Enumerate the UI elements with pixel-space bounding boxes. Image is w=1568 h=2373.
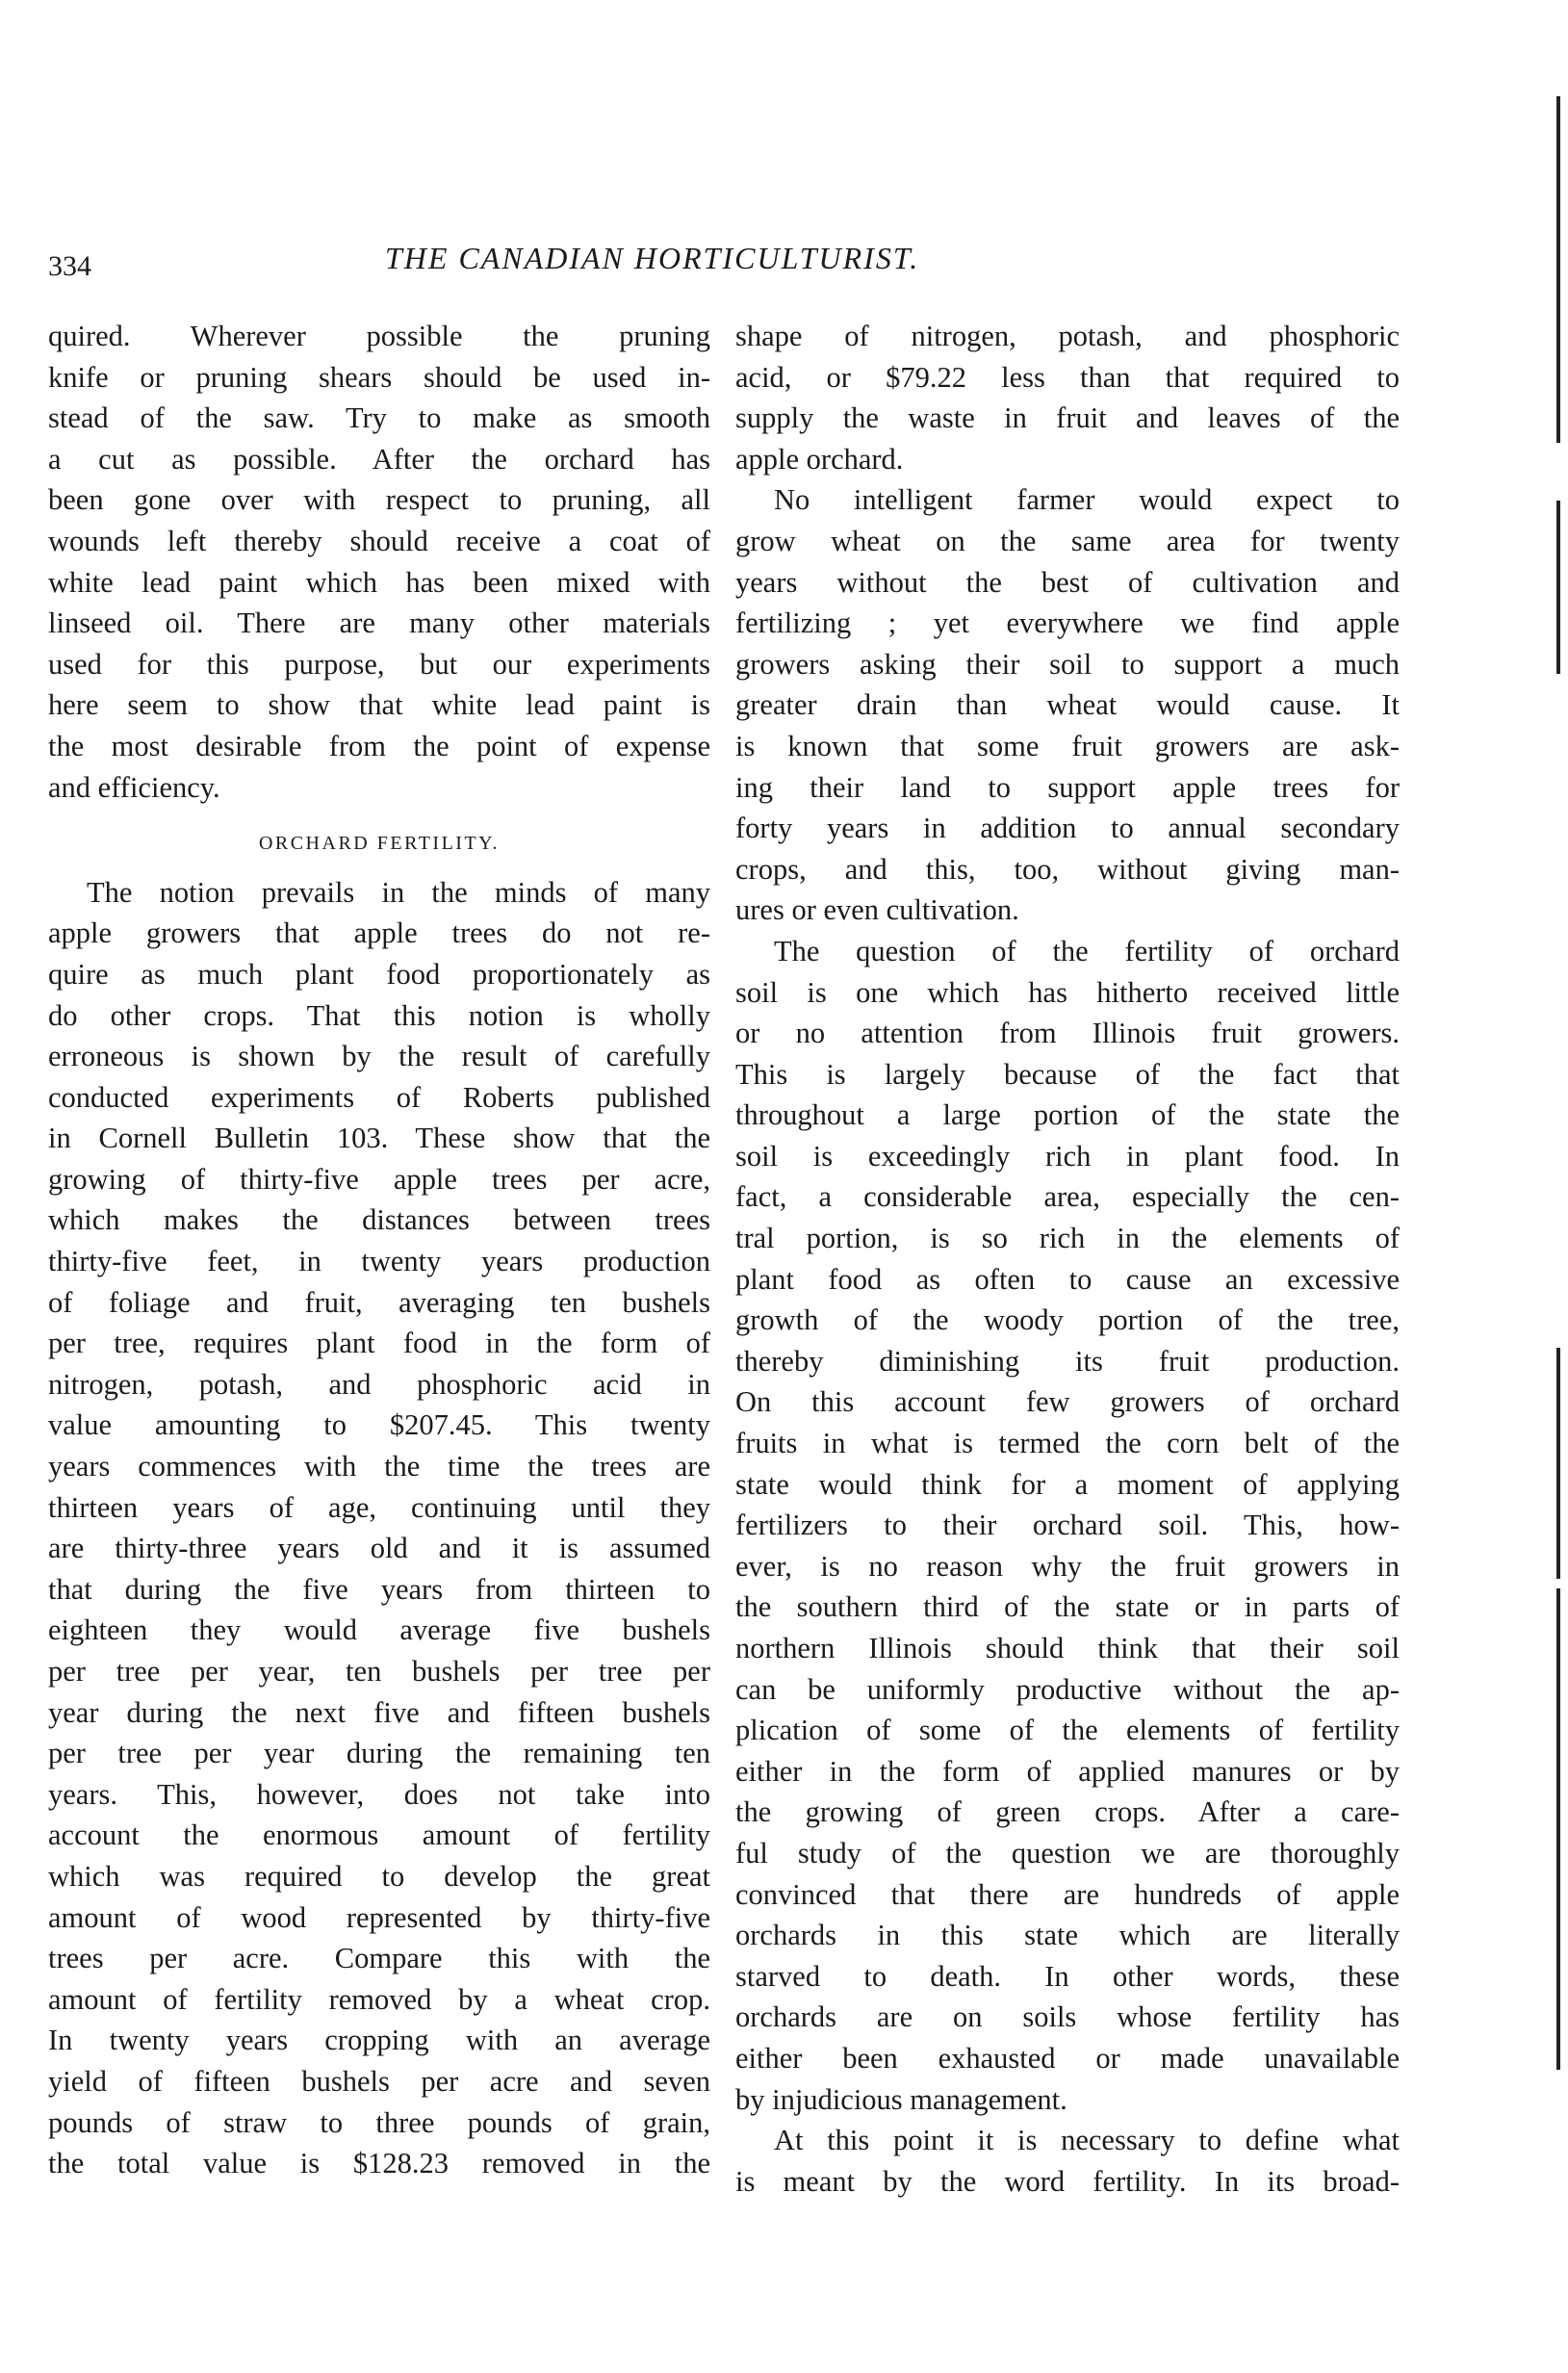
text-line: here seem to show that white lead paint is — [48, 688, 710, 722]
text-line: The notion prevails in the minds of many — [87, 875, 710, 909]
text-line: soil is one which has hitherto received little — [735, 975, 1400, 1009]
text-line: ures or even cultivation. — [735, 893, 1019, 927]
text-line: years commences with the time the trees are — [48, 1450, 710, 1483]
text-line: On this account few growers of orchard — [735, 1385, 1400, 1419]
text-line: is known that some fruit growers are ask- — [735, 729, 1400, 762]
text-line: nitrogen, potash, and phosphoric acid in — [48, 1367, 710, 1401]
section-heading: ORCHARD FERTILITY. — [258, 833, 501, 855]
text-line: quired. Wherever possible the pruning — [48, 320, 710, 352]
text-line: orchards are on soils whose fertility has — [735, 2000, 1400, 2034]
text-line: crops, and this, too, without giving man- — [735, 852, 1400, 886]
text-line: erroneous is shown by the result of carefully — [48, 1040, 710, 1073]
text-line: account the enormous amount of fertility — [48, 1818, 710, 1852]
text-line: ever, is no reason why the fruit growers in — [735, 1549, 1400, 1583]
page-edge-line — [1556, 501, 1560, 674]
text-line: can be uniformly productive without the ap- — [735, 1672, 1400, 1706]
text-line: starved to death. In other words, these — [735, 1959, 1400, 1993]
page-number: 334 — [48, 250, 91, 282]
text-line: At this point it is necessary to define what — [774, 2124, 1400, 2157]
text-line: fruits in what is termed the corn belt of the — [735, 1427, 1400, 1460]
text-line: years without the best of cultivation and — [735, 565, 1400, 599]
text-line: greater drain than wheat would cause. It — [735, 688, 1400, 722]
text-line: amount of wood represented by thirty-five — [48, 1900, 710, 1934]
text-line: The question of the fertility of orchard — [774, 934, 1400, 967]
text-line: grow wheat on the same area for twenty — [735, 524, 1400, 557]
text-line: growers asking their soil to support a much — [735, 647, 1400, 681]
text-line: per tree, requires plant food in the form of — [48, 1327, 710, 1360]
text-line: apple orchard. — [735, 442, 904, 476]
text-line: thereby diminishing its fruit production. — [735, 1344, 1400, 1378]
text-line: No intelligent farmer would expect to — [774, 483, 1400, 517]
text-line: by injudicious management. — [735, 2082, 1067, 2116]
text-line: per tree per year, ten bushels per tree per — [48, 1655, 710, 1688]
text-line: the southern third of the state or in parts of — [735, 1590, 1400, 1624]
text-line: stead of the saw. Try to make as smooth — [48, 401, 710, 435]
text-line: state would think for a moment of applying — [735, 1467, 1400, 1501]
text-line: conducted experiments of Roberts published — [48, 1080, 710, 1114]
text-line: In twenty years cropping with an average — [48, 2024, 710, 2057]
text-line: amount of fertility removed by a wheat crop. — [48, 1982, 710, 2016]
text-line: the most desirable from the point of expense — [48, 729, 710, 762]
left-paragraph-continued — [48, 316, 710, 808]
text-line: are thirty-three years old and it is assumed — [48, 1532, 710, 1565]
text-line: soil is exceedingly rich in plant food. In — [735, 1139, 1400, 1173]
text-line: or no attention from Illinois fruit growers. — [735, 1017, 1400, 1050]
text-line: tral portion, is so rich in the elements of — [735, 1222, 1400, 1255]
text-line: supply the waste in fruit and leaves of the — [735, 401, 1400, 435]
text-line: years. This, however, does not take into — [48, 1777, 710, 1811]
text-line: the growing of green crops. After a care- — [735, 1795, 1400, 1829]
text-line: yield of fifteen bushels per acre and seven — [48, 2064, 710, 2098]
text-line: been gone over with respect to pruning, all — [48, 483, 710, 517]
text-line: This is largely because of the fact that — [735, 1057, 1400, 1091]
text-line: that during the five years from thirteen to — [48, 1572, 710, 1606]
text-line: year during the next five and fifteen bushels — [48, 1695, 710, 1729]
text-line: fertilizing ; yet everywhere we find apple — [735, 606, 1400, 640]
text-line: value amounting to $207.45. This twenty — [48, 1408, 710, 1442]
page-header — [48, 241, 1415, 289]
page-edge-line — [1556, 96, 1560, 443]
text-line: acid, or $79.22 less than that required to — [735, 360, 1400, 394]
left-column — [48, 316, 710, 2184]
text-line: eighteen they would average five bushels — [48, 1613, 710, 1647]
page-edge-line — [1556, 1348, 1560, 1579]
text-line: white lead paint which has been mixed with — [48, 565, 710, 599]
text-line: thirteen years of age, continuing until they — [48, 1490, 710, 1524]
left-paragraph-orchard-fertility — [48, 872, 710, 2184]
text-line: orchards in this state which are literally — [735, 1919, 1400, 1952]
text-line: the total value is $128.23 removed in the — [48, 2147, 710, 2180]
text-line: wounds left thereby should receive a coat of — [48, 524, 710, 557]
text-line: plication of some of the elements of fertility — [735, 1714, 1400, 1747]
text-line: ing their land to support apple trees for — [735, 770, 1400, 804]
text-line: plant food as often to cause an excessive — [735, 1262, 1400, 1296]
text-line: convinced that there are hundreds of apple — [735, 1877, 1400, 1911]
text-line: northern Illinois should think that their soil — [735, 1632, 1400, 1664]
right-column-text — [735, 316, 1400, 2202]
right-column — [735, 316, 1400, 2202]
text-line: trees per acre. Compare this with the — [48, 1942, 710, 1975]
text-line: quire as much plant food proportionately as — [48, 957, 710, 991]
text-line: of foliage and fruit, averaging ten bushels — [48, 1285, 710, 1319]
text-line: ful study of the question we are thoroughly — [735, 1836, 1400, 1870]
text-line: a cut as possible. After the orchard has — [48, 442, 710, 476]
text-line: knife or pruning shears should be used in- — [48, 360, 710, 394]
text-line: linseed oil. There are many other materials — [48, 606, 710, 640]
text-line: either been exhausted or made unavailable — [735, 2041, 1400, 2075]
text-line: growth of the woody portion of the tree, — [735, 1303, 1400, 1337]
text-line: either in the form of applied manures or by — [735, 1754, 1400, 1788]
text-line: apple growers that apple trees do not re- — [48, 916, 710, 950]
page-edge-line — [1556, 1588, 1560, 2070]
text-line: in Cornell Bulletin 103. These show that the — [48, 1122, 710, 1155]
text-line: which makes the distances between trees — [48, 1203, 710, 1237]
text-line: and efficiency. — [48, 770, 220, 804]
text-line: which was required to develop the great — [48, 1859, 710, 1893]
text-line: forty years in addition to annual secondary — [735, 812, 1400, 845]
text-line: fact, a considerable area, especially the cen- — [735, 1180, 1400, 1214]
text-line: throughout a large portion of the state the — [735, 1098, 1400, 1132]
text-line: per tree per year during the remaining ten — [48, 1737, 710, 1770]
text-line: pounds of straw to three pounds of grain, — [48, 2105, 710, 2139]
text-line: shape of nitrogen, potash, and phosphoric — [735, 320, 1400, 352]
text-line: growing of thirty-five apple trees per acre, — [48, 1162, 710, 1196]
text-line: thirty-five feet, in twenty years production — [48, 1245, 710, 1278]
text-line: do other crops. That this notion is wholly — [48, 998, 710, 1032]
text-line: is meant by the word fertility. In its broad- — [735, 2164, 1400, 2198]
text-line: used for this purpose, but our experiments — [48, 647, 710, 681]
text-line: fertilizers to their orchard soil. This, how- — [735, 1509, 1400, 1542]
running-title: THE CANADIAN HORTICULTURIST. — [385, 241, 920, 275]
